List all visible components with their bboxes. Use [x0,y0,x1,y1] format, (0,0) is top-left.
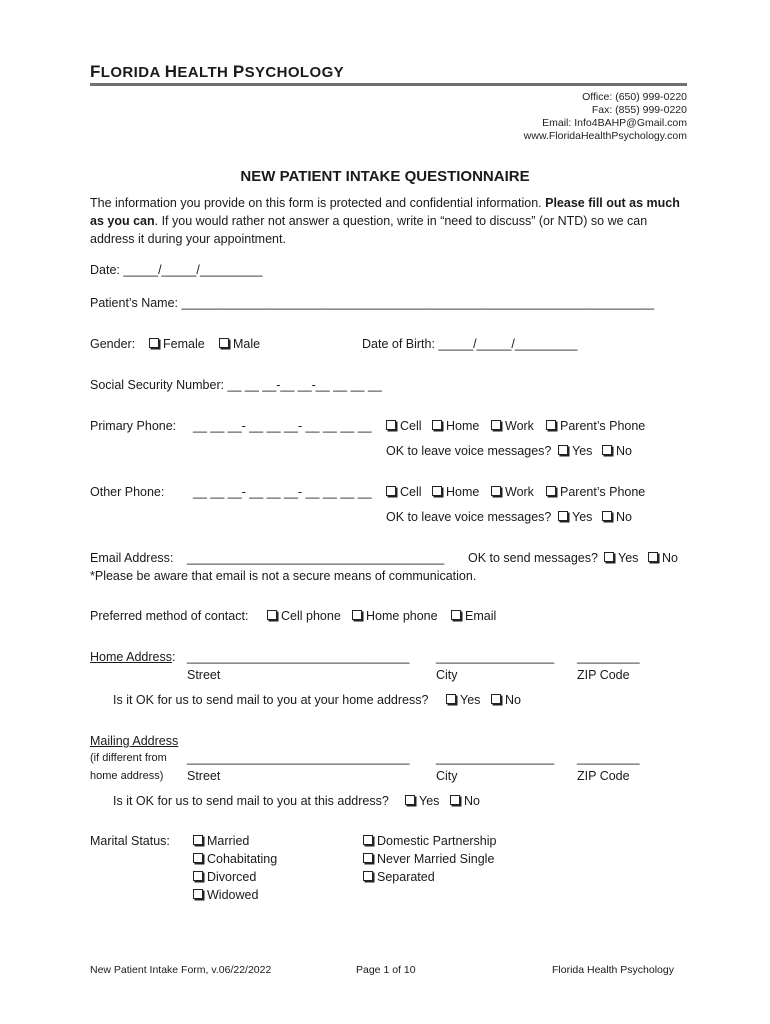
email-no[interactable]: No [648,551,678,565]
checkbox-icon[interactable] [193,853,203,863]
mailing-mail-yes[interactable]: Yes [405,794,439,808]
email-yes[interactable]: Yes [604,551,638,565]
mailing-mail-question: Is it OK for us to send mail to you at this address? [113,794,389,808]
email-field[interactable]: _____________________________________ [187,551,445,565]
primary-phone-label: Primary Phone: [90,419,177,433]
home-city-caption: City [436,668,458,682]
checkbox-icon[interactable] [450,795,460,805]
page-title: NEW PATIENT INTAKE QUESTIONNAIRE [240,168,530,185]
mailing-address-label: Mailing Address [90,734,179,748]
checkbox-icon[interactable] [602,511,612,521]
marital-never-married-option[interactable]: Never Married Single [363,852,494,866]
email-note: *Please be aware that email is not a secure means of communication. [90,569,477,583]
marital-divorced-option[interactable]: Divorced [193,870,256,884]
other-work-option[interactable]: Work [491,485,534,499]
preferred-contact-label: Preferred method of contact: [90,609,249,623]
home-mail-question: Is it OK for us to send mail to you at your home address? [113,693,429,707]
checkbox-icon[interactable] [546,420,556,430]
preferred-email-option[interactable]: Email [451,609,496,623]
checkbox-icon[interactable] [352,610,362,620]
primary-voice-question: OK to leave voice messages? [386,444,552,458]
other-home-option[interactable]: Home [432,485,479,499]
mailing-zip-caption: ZIP Code [577,769,630,783]
footer-org: Florida Health Psychology [552,964,674,976]
checkbox-icon[interactable] [363,835,373,845]
preferred-cell-option[interactable]: Cell phone [267,609,341,623]
checkbox-icon[interactable] [602,445,612,455]
checkbox-icon[interactable] [149,338,159,348]
checkbox-icon[interactable] [432,486,442,496]
contact-email: Email: Info4BAHP@Gmail.com [542,117,687,129]
office-phone: Office: (650) 999-0220 [582,91,687,103]
primary-home-option[interactable]: Home [432,419,479,433]
gender-female-option[interactable]: Female [149,337,205,351]
home-zip-field[interactable]: _________ [577,650,640,664]
mailing-zip-field[interactable]: _________ [577,751,640,765]
date-of-birth-field[interactable]: Date of Birth: _____/_____/_________ [362,337,578,351]
other-cell-option[interactable]: Cell [386,485,422,499]
home-address-label: Home Address: [90,650,176,664]
checkbox-icon[interactable] [405,795,415,805]
date-field[interactable]: Date: _____/_____/_________ [90,263,263,277]
checkbox-icon[interactable] [363,871,373,881]
other-phone-field[interactable]: __ __ __- __ __ __- __ __ __ __ [193,485,372,499]
checkbox-icon[interactable] [451,610,461,620]
marital-widowed-option[interactable]: Widowed [193,888,258,902]
footer-page-number: Page 1 of 10 [356,964,416,976]
checkbox-icon[interactable] [193,835,203,845]
other-voice-yes[interactable]: Yes [558,510,592,524]
other-phone-label: Other Phone: [90,485,165,499]
footer-form-version: New Patient Intake Form, v.06/22/2022 [90,964,272,976]
primary-work-option[interactable]: Work [491,419,534,433]
checkbox-icon[interactable] [546,486,556,496]
mailing-city-caption: City [436,769,458,783]
checkbox-icon[interactable] [432,420,442,430]
marital-domestic-partnership-option[interactable]: Domestic Partnership [363,834,497,848]
marital-married-option[interactable]: Married [193,834,249,848]
home-street-field[interactable]: ________________________________ [187,650,410,664]
preferred-home-option[interactable]: Home phone [352,609,438,623]
checkbox-icon[interactable] [491,694,501,704]
checkbox-icon[interactable] [491,486,501,496]
marital-status-label: Marital Status: [90,834,170,848]
marital-cohabitating-option[interactable]: Cohabitating [193,852,277,866]
checkbox-icon[interactable] [558,511,568,521]
gender-male-option[interactable]: Male [219,337,260,351]
checkbox-icon[interactable] [648,552,658,562]
home-mail-yes[interactable]: Yes [446,693,480,707]
primary-phone-field[interactable]: __ __ __- __ __ __- __ __ __ __ [193,419,372,433]
checkbox-icon[interactable] [446,694,456,704]
practice-name: FLORIDA HEALTH PSYCHOLOGY [90,62,345,81]
fax-number: Fax: (855) 999-0220 [591,104,687,116]
website: www.FloridaHealthPsychology.com [523,130,687,142]
home-street-caption: Street [187,668,221,682]
marital-separated-option[interactable]: Separated [363,870,435,884]
mailing-mail-no[interactable]: No [450,794,480,808]
other-voice-question: OK to leave voice messages? [386,510,552,524]
ssn-field[interactable]: Social Security Number: __ __ __-__ __-__ __ __ __ [90,378,382,392]
gender-label: Gender: [90,337,136,351]
checkbox-icon[interactable] [193,889,203,899]
primary-parents-phone-option[interactable]: Parent’s Phone [546,419,645,433]
other-voice-no[interactable]: No [602,510,632,524]
checkbox-icon[interactable] [558,445,568,455]
primary-voice-yes[interactable]: Yes [558,444,592,458]
patient-name-field[interactable]: Patient’s Name: ____________________________________________________________________ [90,296,655,310]
email-message-question: OK to send messages? [468,551,598,565]
home-mail-no[interactable]: No [491,693,521,707]
primary-voice-no[interactable]: No [602,444,632,458]
checkbox-icon[interactable] [193,871,203,881]
checkbox-icon[interactable] [386,486,396,496]
mailing-street-field[interactable]: ________________________________ [187,751,410,765]
mailing-note-line2: home address) [90,770,164,782]
intro-paragraph: The information you provide on this form is protected and confidential information. Please fill out as much as you can. If you would rather not answer a question, write in “need to discuss” (or NTD) so we can address it during your appointment. [90,196,680,246]
checkbox-icon[interactable] [386,420,396,430]
primary-cell-option[interactable]: Cell [386,419,422,433]
mailing-note-line1: (if different from [90,752,167,764]
checkbox-icon[interactable] [604,552,614,562]
mailing-city-field[interactable]: _________________ [436,751,555,765]
email-label: Email Address: [90,551,174,565]
checkbox-icon[interactable] [363,853,373,863]
header-rule [90,83,687,86]
checkbox-icon[interactable] [491,420,501,430]
home-zip-caption: ZIP Code [577,668,630,682]
checkbox-icon[interactable] [267,610,277,620]
other-parents-phone-option[interactable]: Parent’s Phone [546,485,645,499]
home-city-field[interactable]: _________________ [436,650,555,664]
checkbox-icon[interactable] [219,338,229,348]
mailing-street-caption: Street [187,769,221,783]
